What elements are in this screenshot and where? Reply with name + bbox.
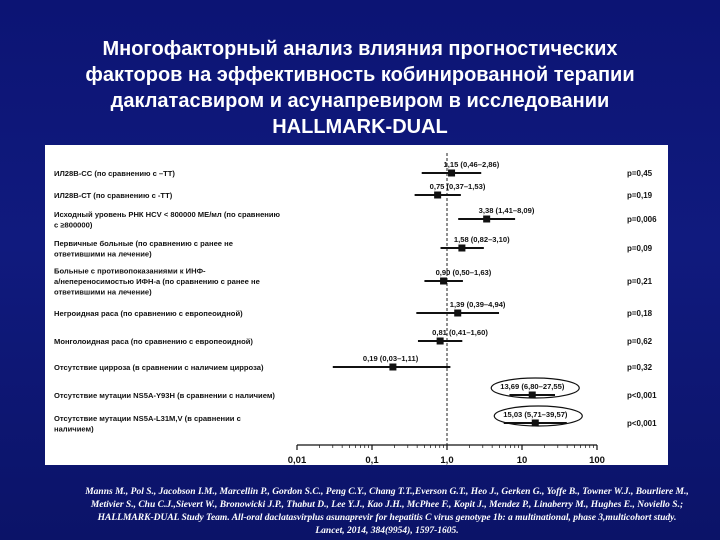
row-label: Отсутствие мутации NS5A-Y93H (в сравнении с наличием)	[54, 391, 275, 400]
ci-value-label: 13,69 (6,80–27,55)	[500, 382, 565, 391]
x-tick-label: 0,01	[287, 455, 307, 465]
title-line-2: факторов на эффективность кобинированной терапии	[85, 64, 635, 86]
estimate-marker	[440, 278, 447, 285]
p-value-label: p=0,09	[627, 244, 653, 253]
row-label: с ≥800000)	[54, 220, 93, 230]
ci-value-label: 0,90 (0,50–1,63)	[435, 268, 492, 277]
estimate-marker	[434, 192, 441, 199]
row-label: Первичные больные (по сравнению с ранее не	[54, 238, 233, 248]
p-value-label: p<0,001	[627, 391, 657, 400]
ci-value-label: 0,75 (0,37–1,53)	[429, 182, 486, 191]
estimate-marker	[437, 338, 444, 345]
title-line-3: даклатасвиром и асунапревиром в исследовании	[110, 90, 610, 112]
ci-value-label: 0,81 (0,41–1,60)	[432, 328, 488, 337]
ci-value-label: 1,58 (0,82–3,10)	[453, 235, 510, 244]
row-label: ИЛ28В-СТ (по сравнению с -ТТ)	[54, 191, 173, 200]
p-value-label: p=0,18	[627, 309, 653, 318]
title-line-1: Многофакторный анализ влияния прогностических	[102, 38, 618, 60]
row-label: ИЛ28В-СС (по сравнению с –ТТ)	[54, 169, 175, 178]
p-value-label: p=0,21	[627, 277, 653, 286]
estimate-marker	[458, 245, 465, 252]
slide-title	[0, 36, 720, 140]
x-tick-label: 0,1	[365, 455, 379, 465]
x-tick-label: 100	[589, 455, 605, 465]
row-label: Отсутствие мутации NS5A-L31M,V (в сравнении с	[54, 413, 241, 423]
estimate-marker	[389, 364, 396, 371]
x-tick-label: 10	[516, 455, 528, 465]
ci-value-label: 15,03 (5,71–39,57)	[503, 410, 568, 419]
p-value-label: p=0,45	[627, 169, 653, 178]
ci-value-label: 1,39 (0,39–4,94)	[449, 300, 506, 309]
citation: Manns M., Pol S., Jacobson I.M., Marcellin P., Gordon S.C., Peng C.Y., Chang T.T.,Everson G.T., Heo J., Gerken G., Yoffe B., Towner W.J., Bourliere M., Metivier S., Chu C.J.,Sievert W., Bronowicki J.P., Thabut D., Lee Y.J., Kao J.H., McPhee F., Kopit J., Mendez P., Linaberry M., Hughes E., Noviello S.; HALLMARK-DUAL Study Team. All-oral daclatasvirplus asunaprevir for hepatitis C virus genotype 1b: a multinational, phase 3,multicohort study. Lancet, 2014, 384(9954), 1597-1605.	[85, 487, 689, 536]
p-value-label: p=0,32	[627, 363, 653, 372]
estimate-marker	[454, 310, 461, 317]
row-label: Негроидная раса (по сравнению с европеоидной)	[54, 309, 243, 318]
x-tick-label: 1,0	[440, 455, 454, 465]
forest-plot	[45, 145, 668, 465]
p-value-label: p=0,62	[627, 337, 653, 346]
ci-value-label: 1,15 (0,46–2,86)	[443, 160, 500, 169]
title-line-4: HALLMARK-DUAL	[272, 116, 448, 138]
row-label: наличием)	[54, 424, 94, 434]
row-label: ответившими на лечение)	[54, 287, 152, 297]
estimate-marker	[448, 170, 455, 177]
row-label: Больные с противопоказаниями к ИНФ-	[54, 266, 206, 276]
row-label: Отсутствие цирроза (в сравнении с наличием цирроза)	[54, 363, 264, 372]
forest-plot-panel	[45, 145, 668, 465]
row-label: а/непереносимостью ИФН-а (по сравнению с ранее не	[54, 277, 260, 286]
row-label: ответившими на лечение)	[54, 249, 152, 259]
ci-value-label: 0,19 (0,03–1,11)	[362, 354, 419, 363]
estimate-marker	[483, 216, 490, 223]
p-value-label: p=0,19	[627, 191, 653, 200]
p-value-label: p=0,006	[627, 215, 657, 224]
ci-value-label: 3,38 (1,41–8,09)	[478, 206, 535, 215]
row-label: Монголоидная раса (по сравнению с европеоидной)	[54, 337, 253, 346]
row-label: Исходный уровень РНК HCV < 800000 МЕ/мл (по сравнению	[54, 209, 281, 219]
p-value-label: p<0,001	[627, 419, 657, 428]
